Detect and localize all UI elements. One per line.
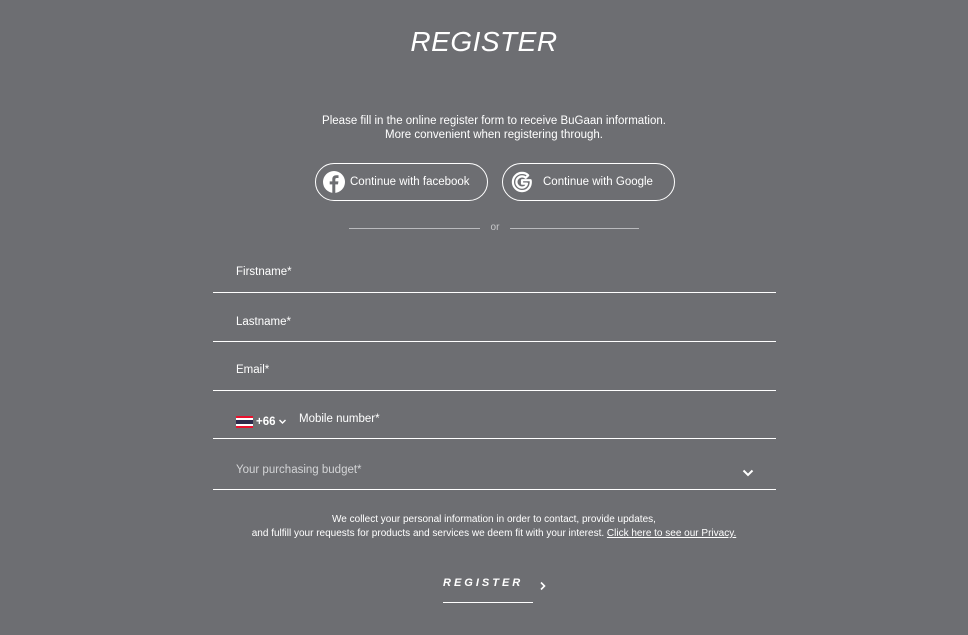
continue-with-facebook-button[interactable] [315,163,488,201]
divider-or: or [490,222,500,233]
country-code-select[interactable] [236,413,287,431]
email-field[interactable] [213,351,776,391]
divider-line-right [510,228,639,229]
intro-line-2: More convenient when registering through. [385,129,603,141]
firstname-field[interactable] [213,253,776,293]
mobile-number-field[interactable] [213,399,776,439]
register-button-label: REGISTER [443,577,524,589]
facebook-button-label: Continue with facebook [350,176,470,188]
thailand-flag-icon [236,416,253,428]
divider-line-left [349,228,480,229]
page-title: REGISTER [410,26,558,57]
google-icon [511,171,533,193]
chevron-right-icon [539,578,547,596]
lastname-label: Lastname* [236,316,291,328]
budget-placeholder: Your purchasing budget* [236,464,362,476]
register-button[interactable] [443,575,533,603]
facebook-icon [323,171,345,193]
privacy-link[interactable]: Click here to see our Privacy. [606,528,737,539]
firstname-label: Firstname* [236,266,292,278]
chevron-down-icon [278,413,287,431]
mobile-number-label: Mobile number* [299,413,380,425]
chevron-down-icon [742,465,754,483]
email-label: Email* [236,364,270,376]
privacy-line-2-text: and fulfill your requests for products and services we deem fit with your interest. [251,528,605,539]
google-button-label: Continue with Google [543,176,653,188]
intro-text [0,114,968,142]
intro-line-1: Please fill in the online register form to receive BuGaan information. [322,115,666,127]
purchasing-budget-select[interactable] [213,450,776,490]
privacy-line-2 [0,527,968,541]
privacy-line-1: We collect your personal information in order to contact, provide updates, [332,514,656,525]
country-code: +66 [256,416,276,428]
privacy-notice [0,513,968,541]
lastname-field[interactable] [213,302,776,342]
continue-with-google-button[interactable] [502,163,675,201]
